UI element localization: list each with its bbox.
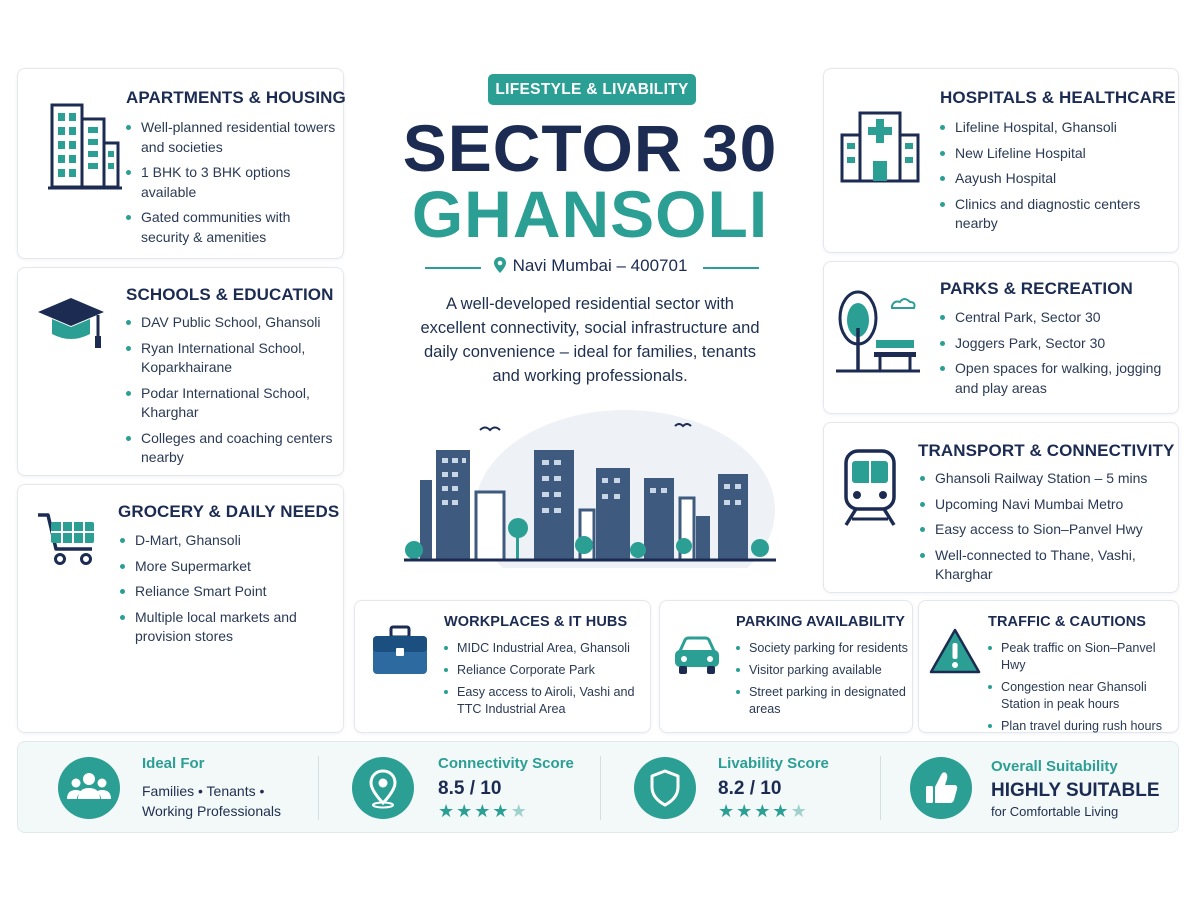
star-icon: ★	[474, 801, 493, 821]
list-item: Street parking in designated areas	[736, 684, 908, 718]
livability-label: Livability Score	[718, 755, 829, 772]
list-item: Reliance Smart Point	[120, 582, 335, 602]
card-title: SCHOOLS & EDUCATION	[126, 285, 334, 304]
list-item: Easy access to Airoli, Vashi and TTC Industrial Area	[444, 684, 644, 718]
star-icon: ★	[510, 801, 529, 821]
card-title: GROCERY & DAILY NEEDS	[118, 502, 340, 521]
car-icon	[672, 635, 722, 677]
list-item: Peak traffic on Sion–Panvel Hwy	[988, 640, 1174, 674]
list-item: Ryan International School, Koparkhairane	[126, 339, 338, 378]
divider	[600, 756, 601, 820]
card-transport-connectivity	[823, 422, 1179, 593]
star-icon: ★	[790, 801, 809, 821]
graduation-cap-icon	[36, 294, 106, 352]
summary-bar	[17, 741, 1179, 833]
divider	[880, 756, 881, 820]
card-workplaces-it-hubs	[354, 600, 651, 733]
card-list	[736, 640, 908, 723]
list-item: Clinics and diagnostic centers nearby	[940, 195, 1172, 234]
group-people-icon	[58, 757, 120, 819]
city-skyline-illustration	[400, 400, 780, 568]
card-title: PARKS & RECREATION	[940, 279, 1133, 298]
list-item: Podar International School, Kharghar	[126, 384, 338, 423]
shopping-cart-icon	[36, 509, 100, 569]
page-title: SECTOR 30	[402, 111, 778, 185]
list-item: Well-connected to Thane, Vashi, Kharghar	[920, 546, 1172, 585]
star-icon: ★	[736, 801, 755, 821]
connectivity-stars	[438, 801, 529, 822]
star-icon: ★	[772, 801, 791, 821]
card-list	[920, 469, 1172, 591]
page-subtitle: GHANSOLI	[411, 177, 769, 251]
card-list	[444, 640, 644, 723]
list-item: Well-planned residential towers and societies	[126, 118, 338, 157]
list-item: D-Mart, Ghansoli	[120, 531, 335, 551]
overall-value: HIGHLY SUITABLE	[991, 780, 1160, 801]
star-icon: ★	[718, 801, 737, 821]
map-pin-icon	[493, 256, 507, 274]
list-item: Gated communities with security & amenities	[126, 208, 338, 247]
connectivity-label: Connectivity Score	[438, 755, 574, 772]
list-item: Aayush Hospital	[940, 169, 1172, 189]
thumbs-up-icon	[910, 757, 972, 819]
list-item: Multiple local markets and provision stores	[120, 608, 335, 647]
ideal-for-line2: Working Professionals	[142, 803, 282, 819]
list-item: Society parking for residents	[736, 640, 908, 657]
list-item: DAV Public School, Ghansoli	[126, 313, 338, 333]
list-item: Joggers Park, Sector 30	[940, 334, 1172, 354]
category-badge: LIFESTYLE & LIVABILITY	[488, 74, 696, 105]
star-icon: ★	[492, 801, 511, 821]
overall-label: Overall Suitability	[991, 758, 1118, 775]
card-list	[940, 308, 1172, 404]
card-parks-recreation	[823, 261, 1179, 414]
card-title: TRANSPORT & CONNECTIVITY	[918, 441, 1175, 460]
list-item: More Supermarket	[120, 557, 335, 577]
star-icon: ★	[754, 801, 773, 821]
card-title: PARKING AVAILABILITY	[736, 614, 906, 630]
hospital-icon	[838, 109, 922, 185]
list-item: Reliance Corporate Park	[444, 662, 644, 679]
connectivity-score: 8.5 / 10	[438, 778, 502, 799]
card-parking-availability	[659, 600, 913, 733]
card-title: APARTMENTS & HOUSING	[126, 88, 346, 107]
list-item: Congestion near Ghansoli Station in peak hours	[988, 679, 1174, 713]
location-line	[360, 256, 820, 276]
park-tree-bench-icon	[836, 288, 920, 374]
overall-sub: for Comfortable Living	[991, 804, 1119, 819]
list-item: Open spaces for walking, jogging and play areas	[940, 359, 1172, 398]
star-icon: ★	[438, 801, 457, 821]
description: A well-developed residential sector with excellent connectivity, social infrastructure and daily convenience – ideal for families, tenants and working professionals.	[420, 295, 760, 385]
card-title: HOSPITALS & HEALTHCARE	[940, 88, 1176, 107]
list-item: Visitor parking available	[736, 662, 908, 679]
livability-score: 8.2 / 10	[718, 778, 782, 799]
list-item: MIDC Industrial Area, Ghansoli	[444, 640, 644, 657]
warning-triangle-icon	[929, 627, 981, 675]
card-apartments-housing	[17, 68, 344, 259]
livability-stars	[718, 801, 809, 822]
briefcase-icon	[371, 625, 429, 677]
location-text: Navi Mumbai – 400701	[512, 256, 688, 275]
list-item: Lifeline Hospital, Ghansoli	[940, 118, 1172, 138]
card-traffic-cautions	[918, 600, 1179, 733]
list-item: Ghansoli Railway Station – 5 mins	[920, 469, 1172, 489]
card-list	[988, 640, 1174, 740]
card-list	[120, 531, 335, 653]
buildings-icon	[48, 103, 122, 191]
list-item: Colleges and coaching centers nearby	[126, 429, 338, 468]
list-item: Upcoming Navi Mumbai Metro	[920, 495, 1172, 515]
card-grocery-daily-needs	[17, 484, 344, 733]
train-icon	[842, 449, 898, 529]
card-title: WORKPLACES & IT HUBS	[444, 614, 628, 630]
list-item: Central Park, Sector 30	[940, 308, 1172, 328]
list-item: Easy access to Sion–Panvel Hwy	[920, 520, 1172, 540]
shield-icon	[634, 757, 696, 819]
card-list	[126, 313, 338, 474]
list-item: Plan travel during rush hours	[988, 718, 1174, 735]
card-list	[126, 118, 338, 253]
card-hospitals-healthcare	[823, 68, 1179, 253]
card-list	[940, 118, 1172, 240]
list-item: 1 BHK to 3 BHK options available	[126, 163, 338, 202]
location-pin-icon	[352, 757, 414, 819]
list-item: New Lifeline Hospital	[940, 144, 1172, 164]
card-title: TRAFFIC & CAUTIONS	[988, 614, 1147, 630]
ideal-for-label: Ideal For	[142, 755, 205, 772]
card-schools-education	[17, 267, 344, 476]
star-icon: ★	[456, 801, 475, 821]
divider	[318, 756, 319, 820]
ideal-for-line1: Families • Tenants •	[142, 783, 265, 799]
